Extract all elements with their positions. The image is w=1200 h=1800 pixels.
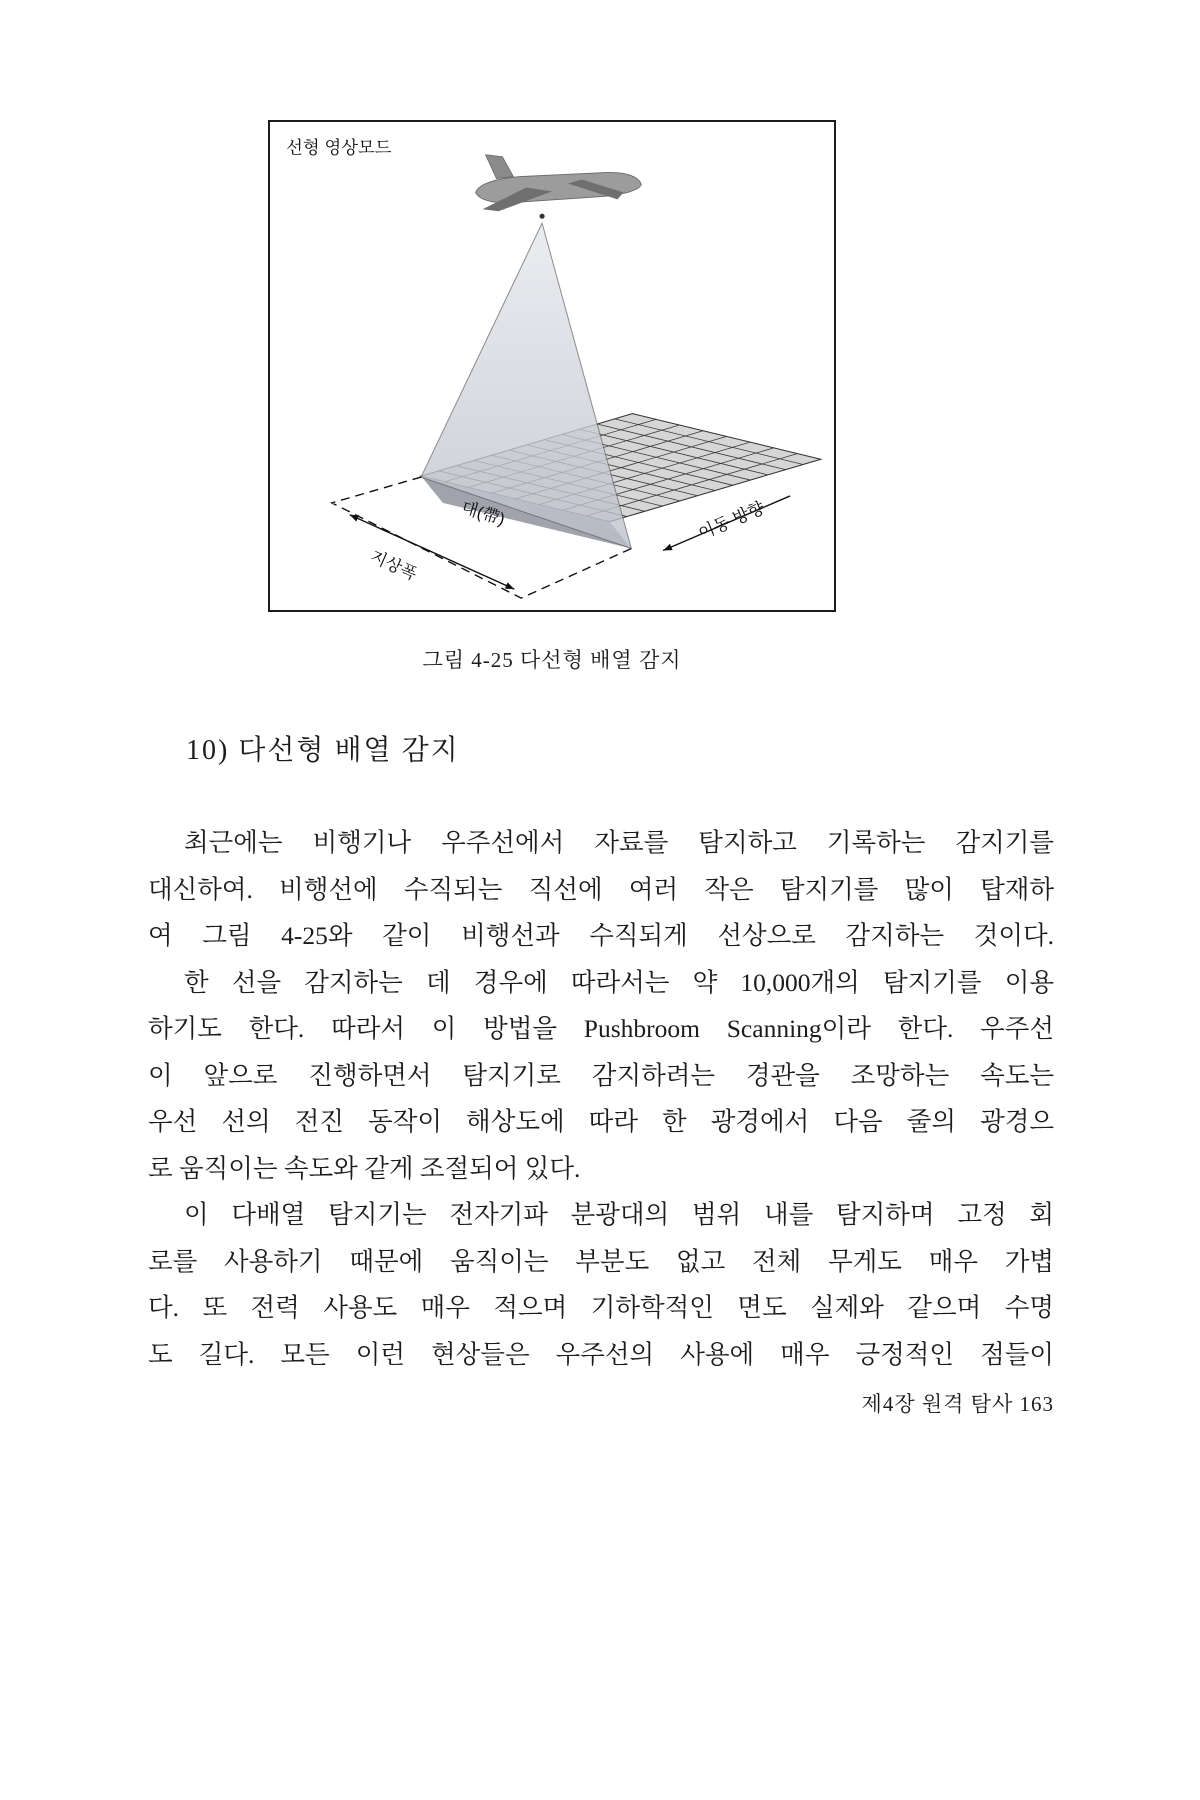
- paragraph-2: [148, 960, 1054, 1193]
- text-line: 여 그림 4-25와 같이 비행선과 수직되게 선상으로 감지하는 것이다.: [148, 921, 1054, 950]
- text-line: 도 길다. 모든 이런 현상들은 우주선의 사용에 매우 긍정적인 점들이: [148, 1339, 1054, 1369]
- move-direction-arrow: [663, 496, 790, 551]
- paragraph-1: [148, 820, 1054, 960]
- pushbroom-diagram: [270, 122, 834, 610]
- text-line: 최근에는 비행기나 우주선에서 자료를 탐지하고 기록하는 감지기를: [184, 828, 1054, 857]
- figure-4-25: [268, 120, 836, 612]
- text-line: 로를 사용하기 때문에 움직이는 부분도 없고 전체 무게도 매우 가볍: [148, 1246, 1054, 1276]
- text-line: 대신하여. 비행선에 수직되는 직선에 여러 작은 탐지기를 많이 탑재하: [148, 874, 1054, 904]
- band-label: 대(帶): [459, 497, 508, 530]
- text-line: 이 앞으로 진행하면서 탐지기로 감지하려는 경관을 조망하는 속도는: [148, 1060, 1054, 1090]
- text-line: 우선 선의 전진 동작이 해상도에 따라 한 광경에서 다음 줄의 광경으: [148, 1107, 1054, 1136]
- body-text: [148, 820, 1054, 1378]
- page-footer: 제4장 원격 탐사 163: [861, 1392, 1054, 1416]
- text-line: 로 움직이는 속도와 같게 조절되어 있다.: [148, 1153, 581, 1183]
- paragraph-3: [148, 1192, 1054, 1378]
- text-line: 한 선을 감지하는 데 경우에 따라서는 약 10,000개의 탐지기를 이용: [184, 967, 1054, 997]
- figure-caption: 그림 4-25 다선형 배열 감지: [422, 648, 682, 672]
- figure-mode-label: 선형 영상모드: [286, 137, 392, 158]
- section-heading: 10) 다선형 배열 감지: [186, 735, 460, 766]
- move-direction-label: 이동 방향: [695, 498, 768, 544]
- ground-width-label: 지상폭: [367, 546, 420, 584]
- text-line: 하기도 한다. 따라서 이 방법을 Pushbroom Scanning이라 한다. 우주선: [148, 1014, 1054, 1043]
- text-line: 다. 또 전력 사용도 매우 적으며 기하학적인 면도 실제와 같으며 수명: [148, 1293, 1054, 1322]
- sensor-dot: [540, 214, 545, 219]
- airplane-icon: [476, 155, 642, 219]
- ground-width-arrow: [350, 515, 515, 589]
- text-line: 이 다배열 탐지기는 전자기파 분광대의 범위 내를 탐지하며 고정 회: [184, 1200, 1054, 1229]
